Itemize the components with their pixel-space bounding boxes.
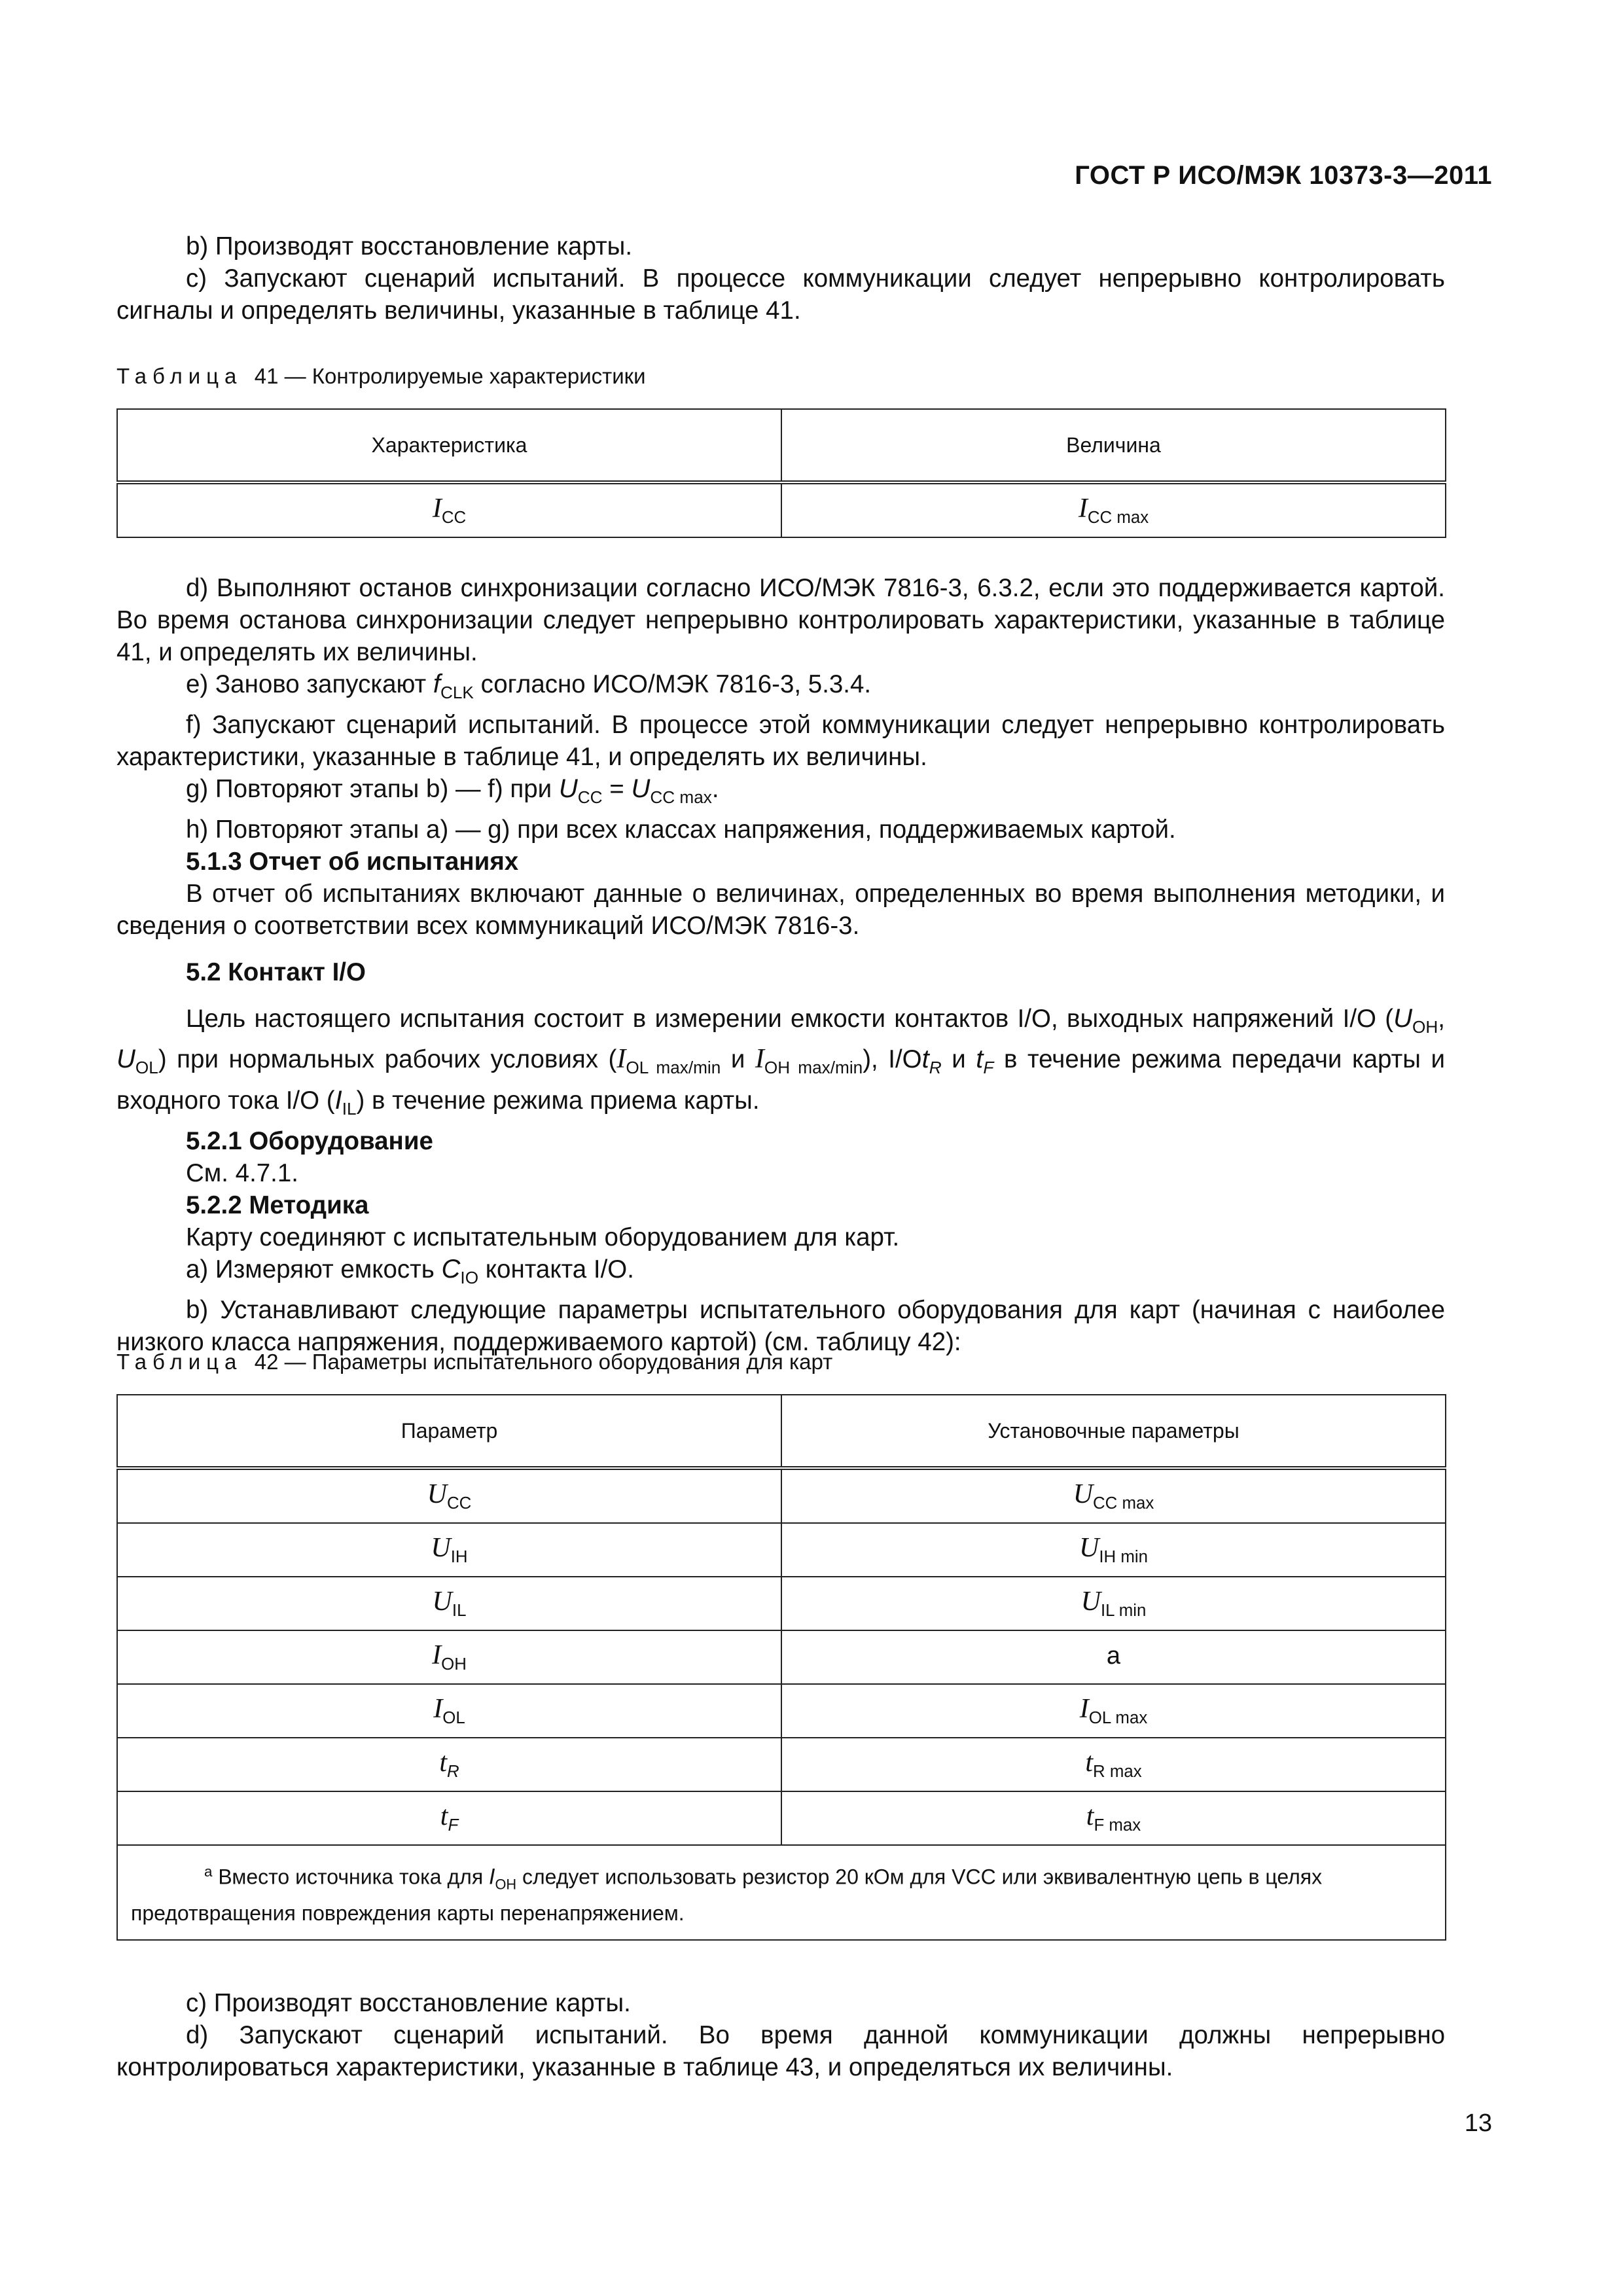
table-cell: $t_F$ [117, 1791, 781, 1845]
column-header: Характеристика [117, 409, 781, 482]
closing-steps [116, 1987, 1445, 2083]
caption-word: Таблица [116, 364, 243, 388]
table-cell: $t_R$ [117, 1738, 781, 1791]
column-header: Величина [781, 409, 1446, 482]
table-42 [116, 1394, 1446, 1941]
connect-paragraph: Карту соединяют с испытательным оборудованием для карт. [186, 1223, 900, 1251]
table-cell: $I_{CC}$ [117, 482, 781, 537]
table-row [117, 1791, 1446, 1845]
table-cell: $t_{F max}$ [781, 1791, 1446, 1845]
table-cell: $U_{IL min}$ [781, 1577, 1446, 1630]
step-c: c) Запускают сценарий испытаний. В процессе коммуникации следует непрерывно контролировать сигналы и определять величины, указанные в таблице 41. [116, 264, 1445, 325]
table-row [117, 1468, 1446, 1523]
table-row [117, 1738, 1446, 1791]
section-heading-5-2-2: 5.2.2 Методика [186, 1191, 369, 1219]
table-cell: $I_{OL max}$ [781, 1684, 1446, 1738]
main-text [116, 572, 1445, 1358]
caption-text: 42 — Параметры испытательного оборудования для карт [254, 1350, 833, 1374]
table-cell: $I_{CC max}$ [781, 482, 1446, 537]
table-footnote: $^a$ Вместо источника тока для $I_{OH}$ следует использовать резистор 20 кОм для VCC или эквивалентную цепь в целях предотвращения повреждения карты перенапряжением. [117, 1845, 1446, 1940]
step-h: h) Повторяют этапы a) — g) при всех классах напряжения, поддерживаемых картой. [186, 816, 1176, 844]
table-cell: $I_{OL}$ [117, 1684, 781, 1738]
table-cell: $U_{IL}$ [117, 1577, 781, 1630]
section-heading-5-1-3: 5.1.3 Отчет об испытаниях [186, 848, 519, 876]
table-row [117, 482, 1446, 537]
step-f: f) Запускают сценарий испытаний. В процессе этой коммуникации следует непрерывно контролировать характеристики, указанные в таблице 41, и определять их величины. [116, 711, 1445, 772]
table-41 [116, 408, 1446, 538]
caption-text: 41 — Контролируемые характеристики [254, 364, 646, 388]
step-g: g) Повторяют этапы b) — f) при $U_{CC} = U_{CC max}$. [186, 774, 719, 808]
table-row [117, 1577, 1446, 1630]
step-b: b) Производят восстановление карты. [186, 232, 633, 260]
table-cell: $U_{IH min}$ [781, 1523, 1446, 1577]
section-heading-5-2-1: 5.2.1 Оборудование [186, 1126, 433, 1155]
page-number: 13 [1464, 2109, 1492, 2137]
step-a: a) Измеряют емкость $C_{IO}$ контакта I/O. [186, 1254, 634, 1287]
report-paragraph: В отчет об испытаниях включают данные о величинах, определенных во время выполнения методики, и сведения о соответствии всех коммуникаций ИСО/МЭК 7816-3. [116, 880, 1445, 941]
step-d-run: d) Запускают сценарий испытаний. Во время данной коммуникации должны непрерывно контролироваться характеристики, указанные в таблице 43, и определяться их величины. [116, 2021, 1445, 2081]
table-row [117, 1630, 1446, 1684]
caption-word: Таблица [116, 1350, 243, 1374]
section-heading-5-2: 5.2 Контакт I/O [186, 958, 366, 987]
table-cell: a [781, 1630, 1446, 1684]
table-footnote-row [117, 1845, 1446, 1940]
step-c-restore: c) Производят восстановление карты. [186, 1989, 631, 2017]
table-cell: $U_{IH}$ [117, 1523, 781, 1577]
step-e: e) Заново запускают $f_{CLK}$ согласно ИСО/МЭК 7816-3, 5.3.4. [186, 670, 872, 703]
column-header: Установочные параметры [781, 1395, 1446, 1468]
table-cell: $I_{OH}$ [117, 1630, 781, 1684]
see-reference: См. 4.7.1. [186, 1158, 298, 1187]
table-cell: $U_{CC max}$ [781, 1468, 1446, 1523]
table-row [117, 1523, 1446, 1577]
table-cell: $t_{R max}$ [781, 1738, 1446, 1791]
step-b-params: b) Устанавливают следующие параметры испытательного оборудования для карт (начиная с наиболее низкого класса напряжения, поддерживаемого картой) (см. таблицу 42): [116, 1295, 1445, 1356]
table-41-caption [116, 364, 646, 389]
table-row [117, 1684, 1446, 1738]
column-header: Параметр [117, 1395, 781, 1468]
table-header-row [117, 1395, 1446, 1468]
purpose-paragraph: Цель настоящего испытания состоит в измерении емкости контактов I/O, выходных напряжений I/O ($U_{OH}$, $U_{OL}$) при нормальных рабочих условиях ($I_{OL max/min}$ и $I_{OH max/min}$), $I/Ot_R$ и $t_F$ в течение режима передачи карты и входного тока I/O $(I_{IL})$ в течение режима приема карты. [116, 1004, 1445, 1119]
document-code-header: ГОСТ Р ИСО/МЭК 10373-3—2011 [1075, 161, 1492, 190]
table-header-row [117, 409, 1446, 482]
intro-steps [116, 230, 1445, 327]
step-d: d) Выполняют останов синхронизации согласно ИСО/МЭК 7816-3, 6.3.2, если это поддерживается картой. Во время останова синхронизации следует непрерывно контролировать характеристики, указанные в таблице 41, и определять их величины. [116, 574, 1445, 666]
table-cell: $U_{CC}$ [117, 1468, 781, 1523]
table-42-caption [116, 1350, 832, 1374]
